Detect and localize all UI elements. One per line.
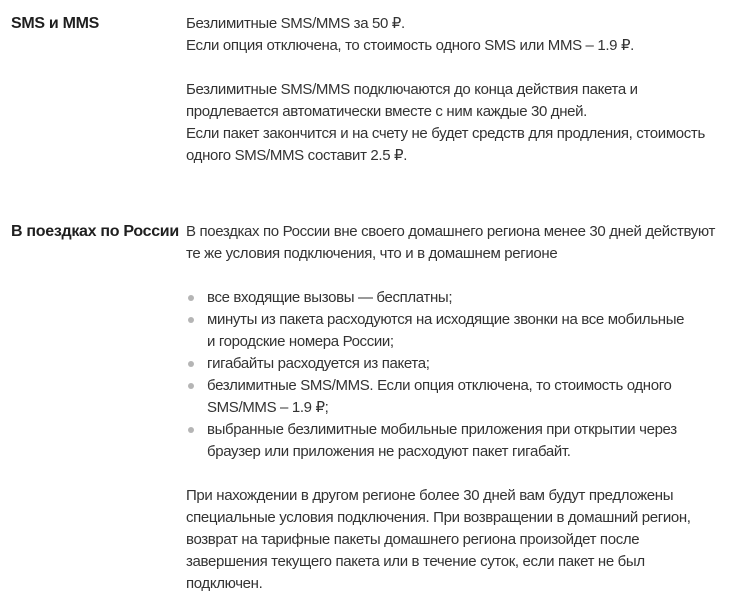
text-line: При нахождении в другом регионе более 30 дней вам будут предложены	[186, 487, 674, 504]
bullet-item	[186, 309, 735, 353]
bullet-item	[186, 419, 735, 463]
text-line: завершения текущего пакета или в течение суток, если пакет не был	[186, 553, 645, 570]
bullet-item	[186, 353, 735, 375]
bullet-icon	[188, 427, 194, 433]
text-line: подключен.	[186, 575, 263, 592]
text-line: В поездках по России вне своего домашнего региона менее 30 дней действуют	[186, 223, 716, 240]
text-line: безлимитные SMS/MMS. Если опция отключена, то стоимость одного	[207, 377, 672, 394]
text-line: минуты из пакета расходуются на исходящие звонки на все мобильные	[207, 311, 685, 328]
section-content	[186, 13, 735, 167]
paragraph	[186, 221, 735, 265]
text-line: Если опция отключена, то стоимость одного SMS или MMS – 1.9 ₽.	[186, 37, 635, 54]
paragraph	[186, 485, 735, 595]
bullet-item	[186, 287, 735, 309]
bullet-item	[186, 375, 735, 419]
text-line: возврат на тарифные пакеты домашнего региона произойдет после	[186, 531, 640, 548]
bullet-icon	[188, 295, 194, 301]
text-line: и городские номера России;	[207, 333, 394, 350]
text-line: одного SMS/MMS составит 2.5 ₽.	[186, 147, 408, 164]
text-line: Безлимитные SMS/MMS за 50 ₽.	[186, 15, 405, 32]
text-line: все входящие вызовы — бесплатны;	[207, 289, 453, 306]
text-line: продлевается автоматически вместе с ним каждые 30 дней.	[186, 103, 587, 120]
text-line: Безлимитные SMS/MMS подключаются до конца действия пакета и	[186, 81, 638, 98]
bullet-icon	[188, 317, 194, 323]
text-line: гигабайты расходуется из пакета;	[207, 355, 430, 372]
bullet-list	[186, 287, 735, 463]
section-label: SMS и MMS	[11, 15, 100, 32]
section-content	[186, 221, 735, 595]
section-sms-mms	[11, 13, 735, 167]
section-russia-travel	[11, 221, 735, 595]
text-line: те же условия подключения, что и в домашнем регионе	[186, 245, 558, 262]
section-label: В поездках по России	[11, 223, 179, 240]
text-line: специальные условия подключения. При возвращении в домашний регион,	[186, 509, 691, 526]
bullet-icon	[188, 383, 194, 389]
text-line: SMS/MMS – 1.9 ₽;	[207, 399, 329, 416]
paragraph	[186, 13, 735, 57]
text-line: браузер или приложения не расходуют пакет гигабайт.	[207, 443, 571, 460]
text-line: Если пакет закончится и на счету не будет средств для продления, стоимость	[186, 125, 705, 142]
text-line: выбранные безлимитные мобильные приложения при открытии через	[207, 421, 677, 438]
paragraph	[186, 79, 735, 167]
bullet-icon	[188, 361, 194, 367]
